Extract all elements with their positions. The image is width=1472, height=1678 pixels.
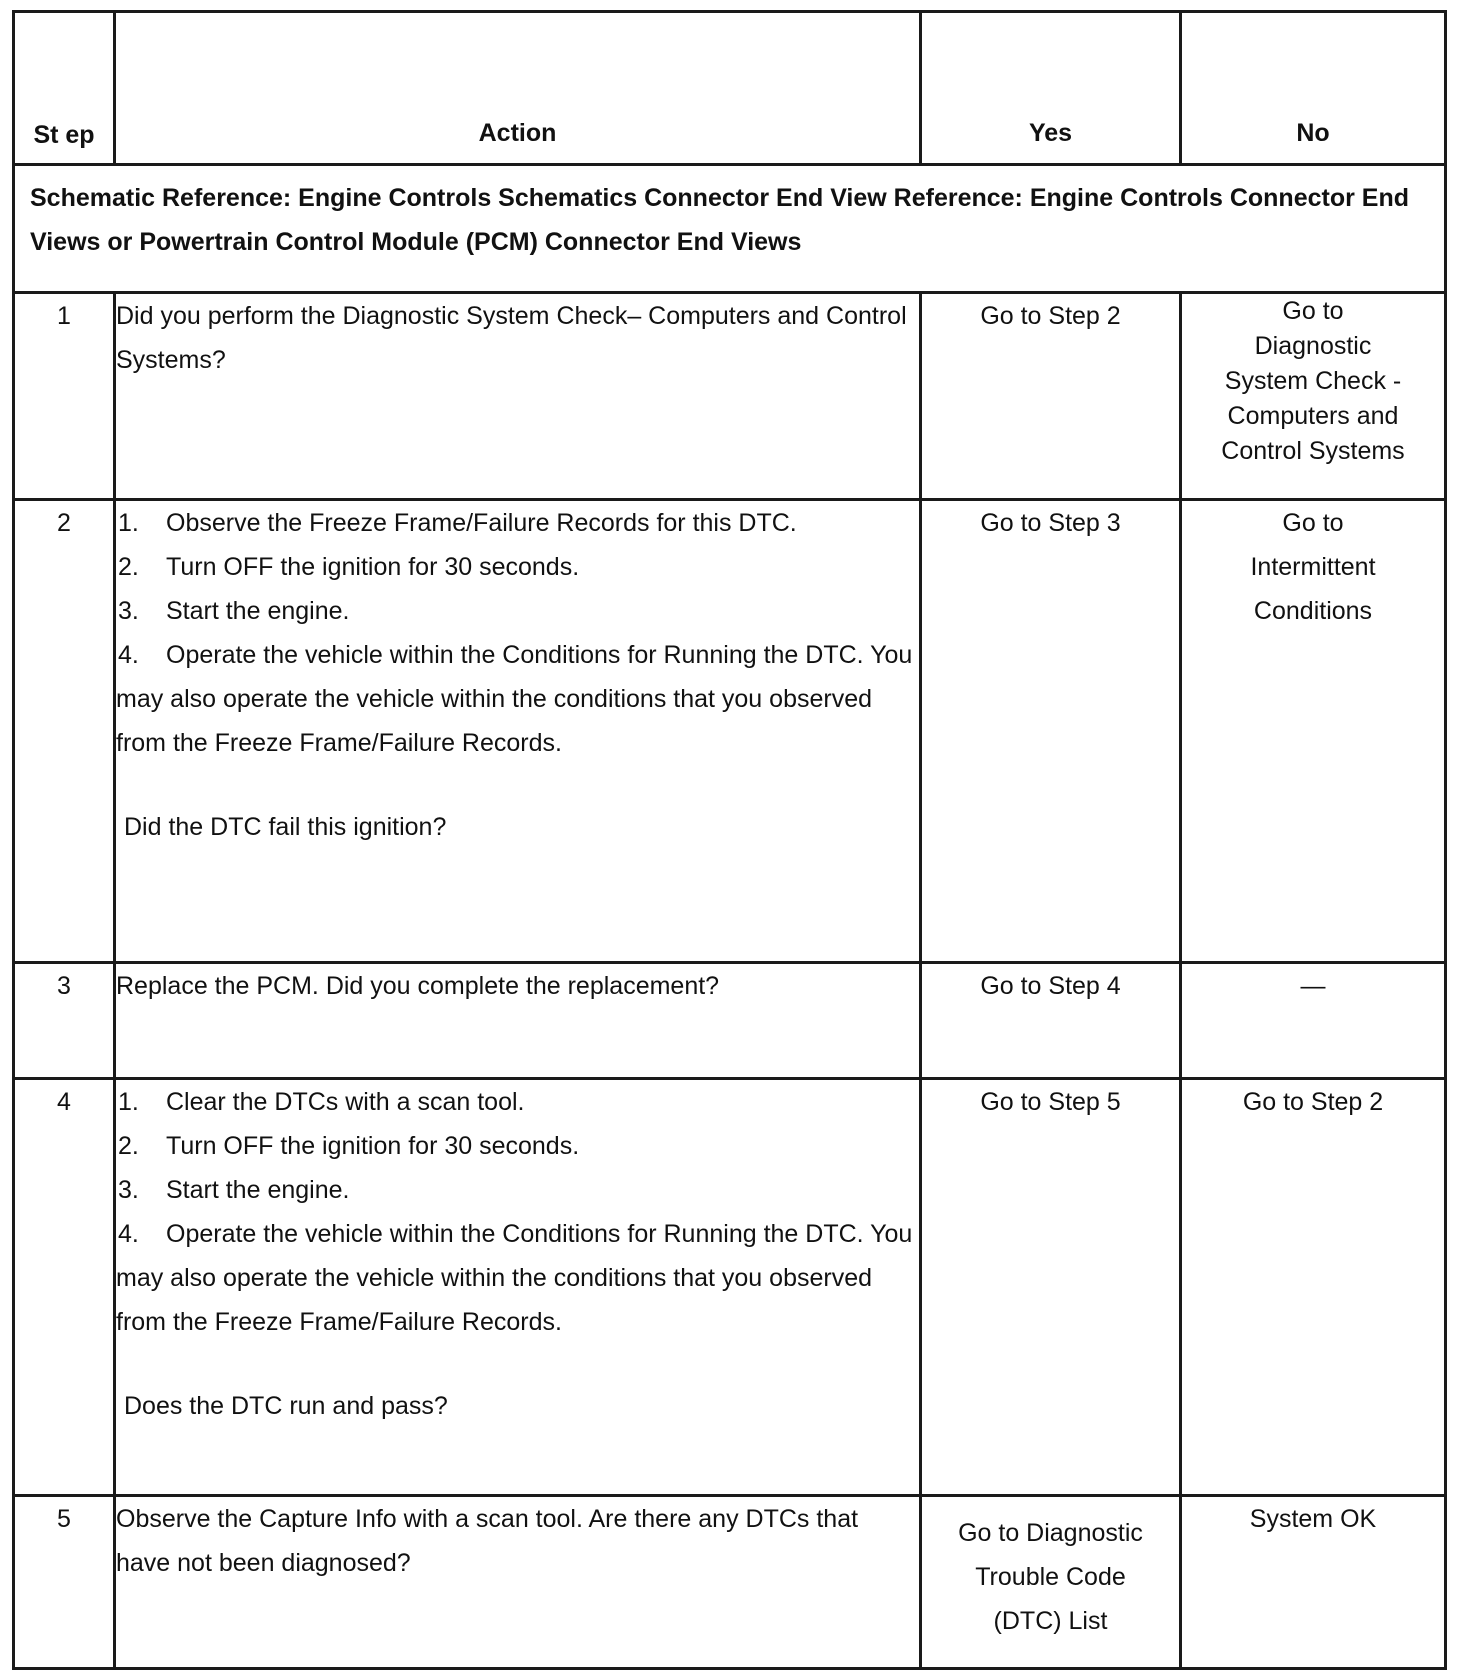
step-number: 3 xyxy=(14,963,115,1079)
yes-line: Go to Diagnostic xyxy=(958,1519,1143,1547)
no-cell xyxy=(1181,293,1446,500)
no-line: Go to Step 2 xyxy=(1242,1088,1384,1116)
no-cell xyxy=(1181,963,1446,1079)
item-text: Clear the DTCs with a scan tool. xyxy=(166,1088,525,1116)
header-yes: Yes xyxy=(921,12,1181,165)
item-text: Turn OFF the ignition for 30 seconds. xyxy=(166,553,580,581)
table-row xyxy=(14,1496,1446,1669)
table-header-row xyxy=(14,12,1446,165)
action-cell xyxy=(115,963,921,1079)
step-number: 4 xyxy=(14,1079,115,1496)
item-number: 2. xyxy=(118,1132,139,1160)
no-cell xyxy=(1181,1079,1446,1496)
yes-cell xyxy=(921,1496,1181,1669)
no-line: Computers and xyxy=(1227,402,1399,430)
item-number: 3. xyxy=(118,1176,139,1204)
reference-row xyxy=(14,165,1446,293)
action-cell xyxy=(115,293,921,500)
item-text: Operate the vehicle within the Conditions for Running the DTC. You may also operate the vehicle within the conditions that you observed from the Freeze Frame/Failure Records. xyxy=(116,641,913,757)
action-item xyxy=(116,1080,919,1124)
yes-line: Trouble Code xyxy=(975,1563,1126,1591)
item-text: Observe the Freeze Frame/Failure Records for this DTC. xyxy=(166,509,797,537)
action-item xyxy=(116,1168,919,1212)
action-item xyxy=(116,501,919,545)
no-cell xyxy=(1181,500,1446,963)
action-question: Does the DTC run and pass? xyxy=(124,1392,448,1420)
table-row xyxy=(14,1079,1446,1496)
header-no: No xyxy=(1181,12,1446,165)
action-item xyxy=(116,545,919,589)
action-item xyxy=(116,1212,919,1344)
no-line: System OK xyxy=(1249,1505,1377,1533)
header-step: St ep xyxy=(14,12,115,165)
action-cell xyxy=(115,1079,921,1496)
action-cell xyxy=(115,1496,921,1669)
action-text: Did you perform the Diagnostic System Check– Computers and Control Systems? xyxy=(116,302,907,374)
schematic-reference: Schematic Reference: Engine Controls Schematics Connector End View Reference: Engine Controls Connector End Views or Powertrain Control Module (PCM) Connector End Views xyxy=(14,165,1446,293)
item-text: Turn OFF the ignition for 30 seconds. xyxy=(166,1132,580,1160)
no-line: Diagnostic xyxy=(1254,332,1372,360)
item-text: Operate the vehicle within the Conditions for Running the DTC. You may also operate the vehicle within the conditions that you observed from the Freeze Frame/Failure Records. xyxy=(116,1220,913,1336)
action-text: Replace the PCM. Did you complete the replacement? xyxy=(116,972,720,1000)
action-item xyxy=(116,1124,919,1168)
step-number: 1 xyxy=(14,293,115,500)
no-line: Conditions xyxy=(1253,597,1373,625)
yes-line: (DTC) List xyxy=(993,1607,1108,1635)
step-number: 5 xyxy=(14,1496,115,1669)
yes-cell: Go to Step 3 xyxy=(921,500,1181,963)
table-row xyxy=(14,500,1446,963)
item-number: 1. xyxy=(118,1088,139,1116)
action-cell xyxy=(115,500,921,963)
item-text: Start the engine. xyxy=(166,597,350,625)
item-number: 3. xyxy=(118,597,139,625)
no-line: System Check - xyxy=(1224,367,1402,395)
no-line: Go to xyxy=(1282,509,1344,537)
table-row xyxy=(14,293,1446,500)
item-number: 4. xyxy=(118,1220,139,1248)
no-line: — xyxy=(1300,972,1326,1000)
item-number: 1. xyxy=(118,509,139,537)
diagnostic-table xyxy=(12,10,1447,1670)
table-row xyxy=(14,963,1446,1079)
step-number: 2 xyxy=(14,500,115,963)
yes-cell: Go to Step 2 xyxy=(921,293,1181,500)
action-item xyxy=(116,633,919,765)
header-action: Action xyxy=(115,12,921,165)
item-number: 2. xyxy=(118,553,139,581)
no-cell xyxy=(1181,1496,1446,1669)
no-line: Intermittent xyxy=(1250,553,1376,581)
action-text: Observe the Capture Info with a scan tool. Are there any DTCs that have not been diagnosed? xyxy=(116,1505,859,1577)
action-question: Did the DTC fail this ignition? xyxy=(124,813,447,841)
item-text: Start the engine. xyxy=(166,1176,350,1204)
no-line: Go to xyxy=(1282,297,1344,325)
item-number: 4. xyxy=(118,641,139,669)
action-item xyxy=(116,589,919,633)
no-line: Control Systems xyxy=(1221,437,1405,465)
yes-cell: Go to Step 5 xyxy=(921,1079,1181,1496)
yes-cell: Go to Step 4 xyxy=(921,963,1181,1079)
